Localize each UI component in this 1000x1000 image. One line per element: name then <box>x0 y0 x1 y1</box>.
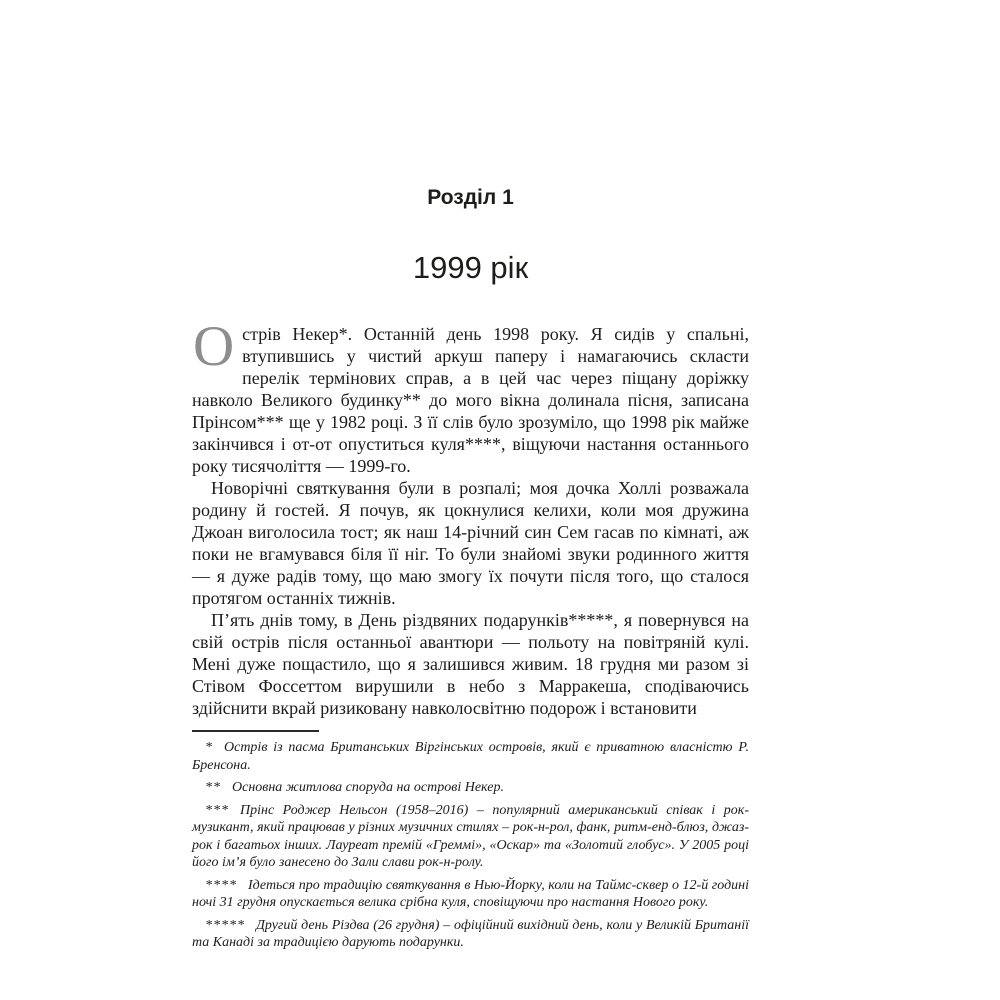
footnote-4-text: Ідеться про традицію святкування в Нью-Йорку, коли на Таймс-сквер о 12-й годині ночі 31 грудня опускається велика срібна куля, сповіщуючи про настання Нового року. <box>192 877 749 910</box>
footnote-5-marker: ***** <box>205 917 245 933</box>
footnote-3 <box>192 802 749 872</box>
footnote-1-marker: * <box>205 740 213 755</box>
footnote-1 <box>192 739 749 774</box>
footnote-3-text: Прінс Роджер Нельсон (1958–2016) – популярний американський співак і рок-музикант, який працював у різних музичних стилях – рок-н-рол, фанк, ритм-енд-блюз, джаз-рок і багатьох інших. Лауреат премій «Греммі», «Оскар» та «Золотий глобус». У 2005 році його ім’я було занесено до Зали слави рок-н-ролу. <box>192 802 749 870</box>
footnote-4-marker: **** <box>205 877 237 893</box>
paragraph-1-text: стрів Некер*. Останній день 1998 року. Я сидів у спальні, втупившись у чистий аркуш паперу і намагаючись скласти перелік термінових справ, а в цей час через піщану доріжку навколо Великого будинку** до мого вікна долинала пісня, записана Прінсом*** ще у 1982 році. З її слів було зрозуміло, що 1998 рік майже закінчився і от-от опуститься куля****, віщуючи настання останнього року тисячоліття — 1999-го. <box>192 324 749 476</box>
footnote-2-marker: ** <box>205 780 221 795</box>
footnote-5-text: Другий день Різдва (26 грудня) – офіційний вихідний день, коли у Великій Британії та Канаді за традицією дарують подарунки. <box>192 917 749 950</box>
footnote-1-text: Острів із пасма Британських Віргінських островів, який є приватною власністю Р. Бренсона. <box>192 740 749 773</box>
text-block <box>192 186 749 957</box>
paragraph-2: Новорічні святкування були в розпалі; моя дочка Холлі розважала родину й гостей. Я почув, як цокнулися келихи, коли моя дружина Джоан виголосила тост; як наш 14-річний син Сем гасав по кімнаті, аж поки не вгамувався біля її ніг. То були знайомі звуки родинного життя — я дуже радів тому, що маю змогу їх почути після того, що сталося протягом останніх тижнів. <box>192 478 749 608</box>
footnote-4 <box>192 877 749 912</box>
chapter-title: 1999 рік <box>412 250 529 285</box>
footnote-5 <box>192 917 749 952</box>
paragraph-1 <box>192 315 749 477</box>
chapter-label: Розділ 1 <box>427 186 514 209</box>
footnotes <box>192 739 749 952</box>
footnote-2-text: Основна житлова споруда на острові Некер. <box>232 780 504 795</box>
footnote-2 <box>192 779 749 797</box>
paragraph-3: П’ять днів тому, в День різдвяних подарунків*****, я повернувся на свій острів після останньої авантюри — польоту на повітряній кулі. Мені дуже пощастило, що я залишився живим. 18 грудня ми разом зі Стівом Фоссеттом вирушили в небо з Марракеша, сподіваючись здійснити вкрай ризиковану навколосвітню подорож і встановити <box>192 610 749 718</box>
body-text <box>192 315 749 719</box>
footnote-3-marker: *** <box>205 802 229 818</box>
footnote-separator <box>192 730 319 732</box>
drop-cap: О <box>193 315 235 378</box>
